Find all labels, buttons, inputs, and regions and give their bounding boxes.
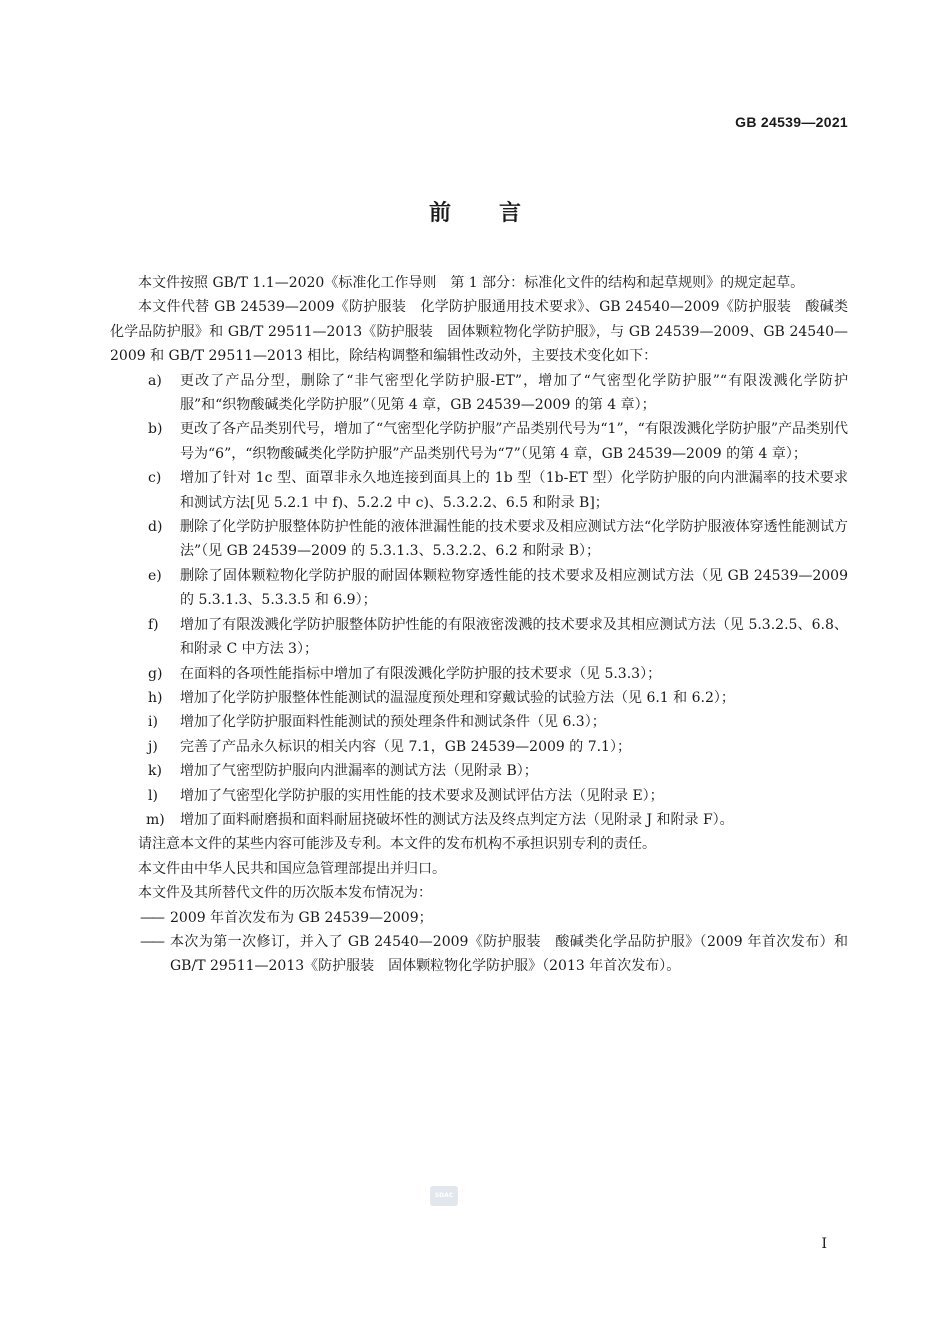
item-label: k) <box>148 763 162 780</box>
dash-label: —— <box>140 933 162 950</box>
item-label: i) <box>148 714 158 731</box>
change-item-e <box>110 564 848 613</box>
item-text: 增加了化学防护服整体性能测试的温湿度预处理和穿戴试验的试验方法（见 6.1 和 6.2）； <box>180 689 735 706</box>
change-item-j <box>110 735 848 759</box>
change-item-d <box>110 515 848 564</box>
change-item-l <box>110 784 848 808</box>
item-text: 删除了固体颗粒物化学防护服的耐固体颗粒物穿透性能的技术要求及相应测试方法（见 GB 24539—2009 的 5.3.1.3、5.3.3.5 和 6.9）； <box>180 567 848 609</box>
item-text: 在面料的各项性能指标中增加了有限泼溅化学防护服的技术要求（见 5.3.3）； <box>180 665 662 682</box>
standard-code: GB 24539—2021 <box>735 114 848 130</box>
paragraph-drafting-rules: 本文件按照 GB/T 1.1—2020《标准化工作导则 第 1 部分：标准化文件的结构和起草规则》的规定起草。 <box>138 275 805 291</box>
history-text: 2009 年首次发布为 GB 24539—2009； <box>170 909 433 926</box>
publisher-watermark-logo: SDAC <box>430 1186 458 1206</box>
item-text: 删除了化学防护服整体防护性能的液体泄漏性能的技术要求及相应测试方法“化学防护服液体穿透性能测试方法”（见 GB 24539—2009 的 5.3.1.3、5.3.2.2、6.2 和附录 B）； <box>180 519 848 560</box>
paragraph-history-intro: 本文件及其所替代文件的历次版本发布情况为： <box>138 885 432 902</box>
item-label: d) <box>148 519 163 536</box>
item-text: 更改了各产品类别代号，增加了“气密型化学防护服”产品类别代号为“1”，“有限泼溅化学防护服”产品类别代号为“6”，“织物酸碱类化学防护服”产品类别代号为“7”（见第 4 章，GB 24539—2009 的第 4 章）； <box>180 421 848 462</box>
paragraph-proposer: 本文件由中华人民共和国应急管理部提出并归口。 <box>138 860 446 877</box>
item-text: 增加了化学防护服面料性能测试的预处理条件和测试条件（见 6.3）； <box>180 714 606 731</box>
item-label: b) <box>148 421 163 438</box>
dash-label: —— <box>140 909 162 926</box>
item-text: 完善了产品永久标识的相关内容（见 7.1，GB 24539—2009 的 7.1）； <box>180 738 631 755</box>
item-text: 增加了气密型化学防护服的实用性能的技术要求及测试评估方法（见附录 E）； <box>180 787 664 804</box>
item-label: m) <box>146 811 165 828</box>
item-text: 更改了产品分型，删除了“非气密型化学防护服-ET”，增加了“气密型化学防护服”“有限泼溅化学防护服”和“织物酸碱类化学防护服”（见第 4 章，GB 24539—2009 的第 4 章）； <box>180 372 848 414</box>
change-item-g <box>110 662 848 686</box>
item-label: f) <box>148 616 159 633</box>
change-item-b <box>110 417 848 466</box>
change-item-c <box>110 466 848 515</box>
change-item-a <box>110 369 848 418</box>
item-label: c) <box>148 470 162 487</box>
page-number: I <box>821 1236 827 1252</box>
item-text: 增加了有限泼溅化学防护服整体防护性能的有限液密泼溅的技术要求及其相应测试方法（见 5.3.2.5、6.8、和附录 C 中方法 3）； <box>180 616 848 658</box>
item-label: a) <box>148 372 162 389</box>
change-item-m <box>110 808 848 832</box>
item-text: 增加了针对 1c 型、面罩非永久地连接到面具上的 1b 型（1b-ET 型）化学防护服的向内泄漏率的技术要求和测试方法[见 5.2.1 中 f)、5.2.2 中 c)、5.3.2.2、6.5 和附录 B]； <box>180 470 848 511</box>
item-text: 增加了气密型防护服向内泄漏率的测试方法（见附录 B）； <box>180 763 538 780</box>
item-label: l) <box>148 787 158 804</box>
history-text: 本次为第一次修订，并入了 GB 24540—2009《防护服装 酸碱类化学品防护服》（2009 年首次发布）和 GB/T 29511—2013《防护服装 固体颗粒物化学防护服》（2013 年首次发布）。 <box>170 933 848 975</box>
history-item-revision <box>110 930 848 979</box>
change-item-k <box>110 759 848 783</box>
item-label: h) <box>148 689 163 706</box>
foreword-body <box>110 271 848 979</box>
change-item-h <box>110 686 848 710</box>
paragraph-patent-notice: 请注意本文件的某些内容可能涉及专利。本文件的发布机构不承担识别专利的责任。 <box>138 836 656 853</box>
history-item-first-edition <box>110 906 848 930</box>
item-label: e) <box>148 567 162 584</box>
change-item-f <box>110 613 848 662</box>
page-title: 前言 <box>428 201 569 226</box>
item-text: 增加了面料耐磨损和面料耐屈挠破坏性的测试方法及终点判定方法（见附录 J 和附录 F）。 <box>180 811 734 828</box>
paragraph-replacement: 本文件代替 GB 24539—2009《防护服装 化学防护服通用技术要求》、GB 24540—2009《防护服装 酸碱类化学品防护服》和 GB/T 29511—2013《防护服装 固体颗粒物化学防护服》，与 GB 24539—2009、GB 24540—2009 和 GB/T 29511—2013 相比，除结构调整和编辑性改动外，主要技术变化如下： <box>110 299 848 365</box>
item-label: g) <box>148 665 163 682</box>
change-item-i <box>110 710 848 734</box>
item-label: j) <box>148 738 158 755</box>
